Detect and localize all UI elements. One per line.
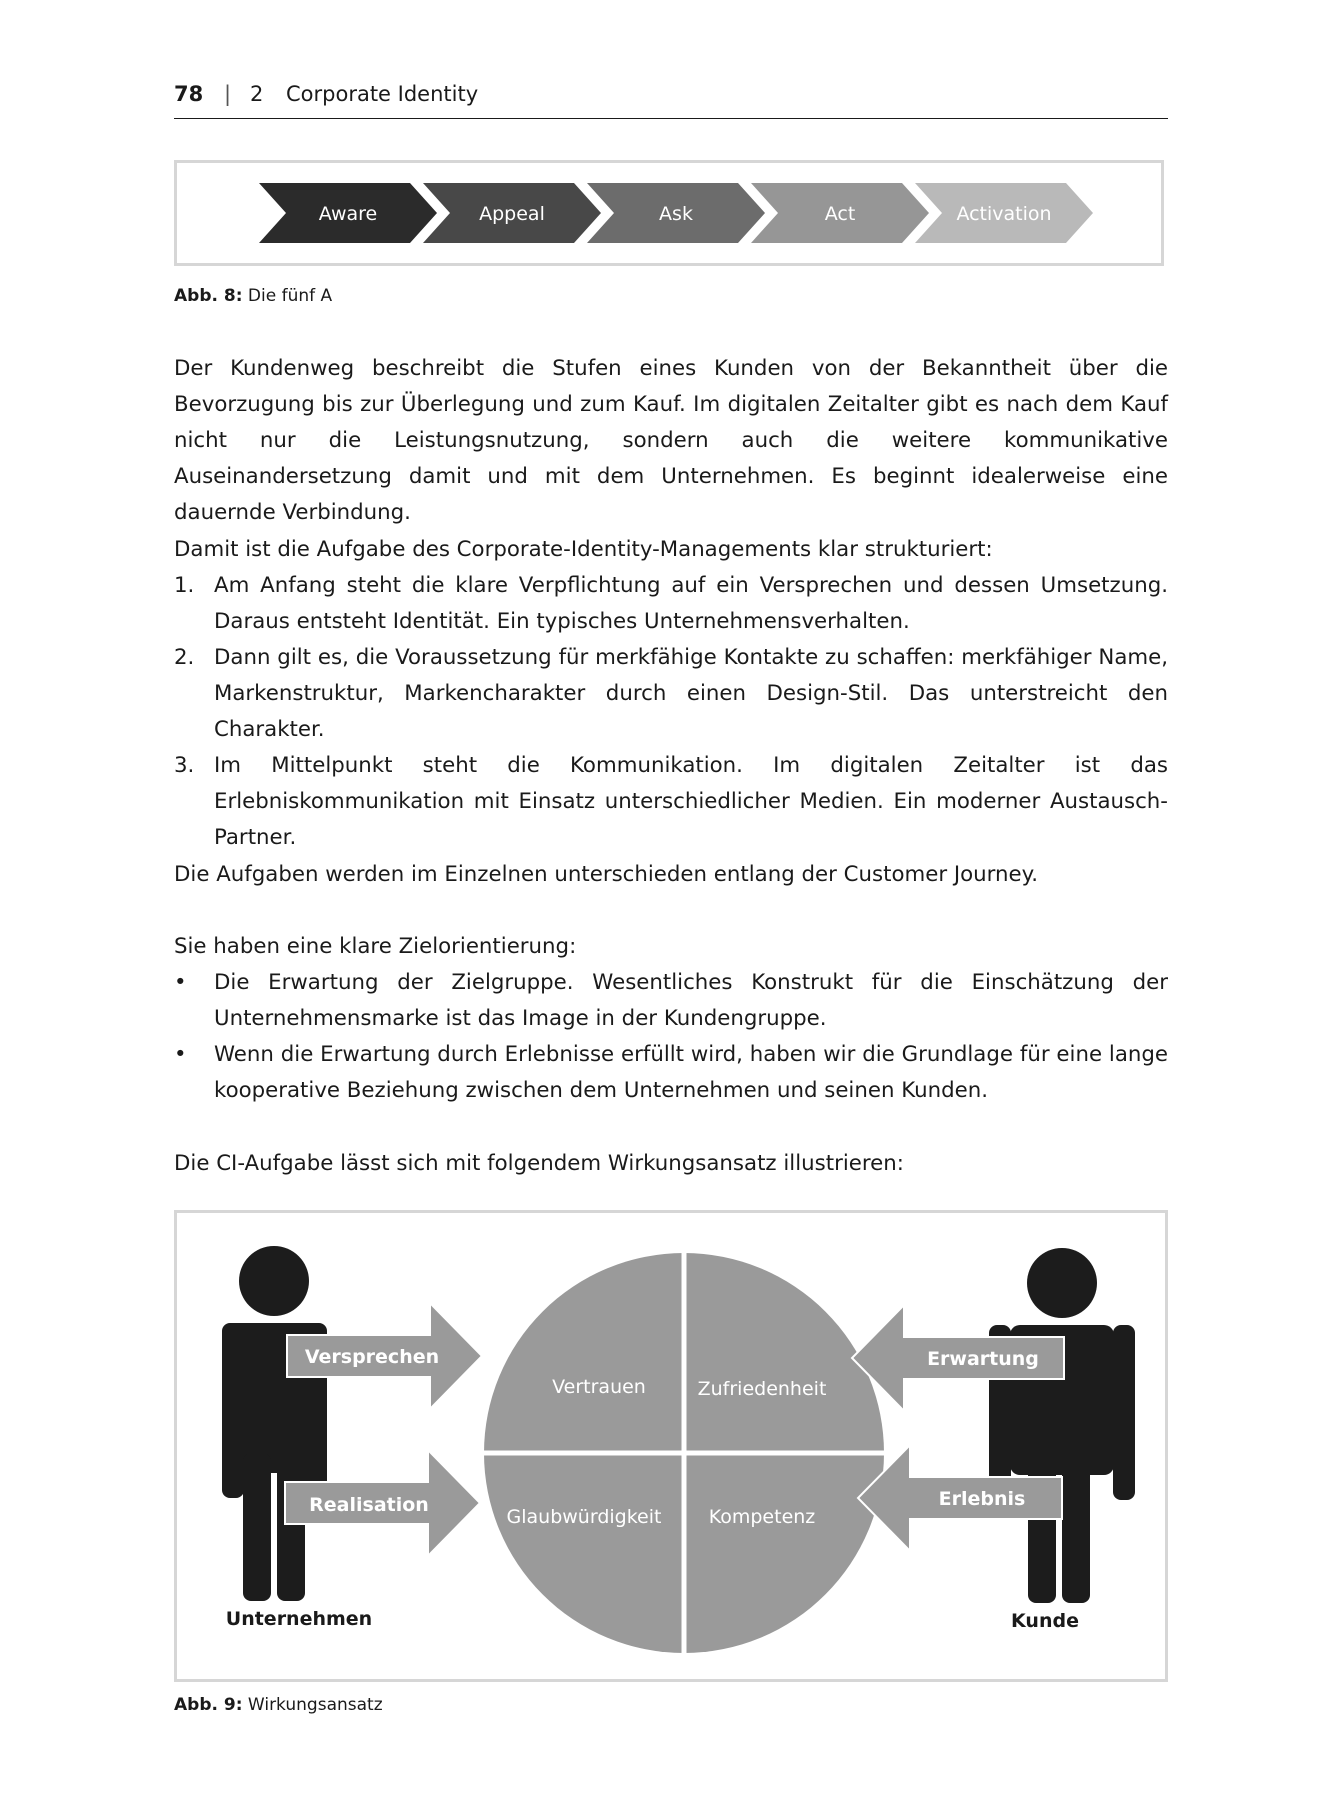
chevron-label: Appeal [479, 203, 545, 225]
quadrant-glaubwuerdigkeit: Glaubwürdigkeit [506, 1506, 662, 1528]
paragraph-ci-aufgabe [174, 1146, 1168, 1182]
bullet-list [174, 965, 1168, 1109]
page-number: 78 [174, 82, 204, 106]
figure-five-a [174, 160, 1164, 266]
list-marker: 3. [174, 753, 195, 778]
person-left-icon [222, 1246, 327, 1601]
arrow-label: Erlebnis [938, 1488, 1026, 1510]
value-circle [480, 1249, 888, 1657]
caption-label: Abb. 9: [174, 1695, 243, 1715]
chapter-title: Corporate Identity [286, 82, 479, 106]
caption-text: Die fünf A [247, 286, 333, 306]
quadrant-zufriedenheit: Zufriedenheit [697, 1378, 827, 1400]
chevron-ask [587, 183, 765, 243]
list-text: Im Mittelpunkt steht die Kommunikation. Im digitalen Zeitalter ist das Erlebniskommunikation mit Einsatz unterschiedlicher Medien. Ein moderner Austausch-Partner. [214, 753, 1168, 850]
chevron-label: Aware [318, 203, 378, 225]
paragraph-text: Der Kundenweg beschreibt die Stufen eines Kunden von der Bekanntheit über die Bevorzugung bis zur Überlegung und zum Kauf. Im digitalen Zeitalter gibt es nach dem Kauf nicht nur die Leistungsnutzung, sondern auch die weitere kommunikative Auseinandersetzung damit und mit dem Unternehmen. Es beginnt idealerweise eine dauernde Verbindung. [174, 356, 1168, 525]
task-section [174, 532, 1168, 856]
person-right-icon [989, 1248, 1135, 1603]
list-marker: 1. [174, 573, 195, 598]
numbered-list [174, 568, 1168, 856]
chapter-number: 2 [250, 82, 264, 106]
arrow-label: Erwartung [927, 1348, 1039, 1370]
label-kunde: Kunde [1011, 1610, 1079, 1632]
paragraph-text: Die Aufgaben werden im Einzelnen unterschieden entlang der Customer Journey. [174, 862, 1038, 887]
chevron-aware [259, 183, 437, 243]
quadrant-kompetenz: Kompetenz [708, 1506, 816, 1528]
list-text: Dann gilt es, die Voraussetzung für merkfähige Kontakte zu schaffen: merkfähiger Name, Markenstruktur, Markencharakter durch einen Design-Stil. Das unterstreicht den Charakter. [214, 645, 1168, 742]
list-marker: • [174, 1042, 187, 1067]
arrow-label: Realisation [309, 1494, 429, 1516]
chevron-process [177, 163, 1161, 263]
list-text: Die Erwartung der Zielgruppe. Wesentliches Konstrukt für die Einschätzung der Unternehmensmarke ist das Image in der Kundengruppe. [214, 970, 1168, 1031]
running-header [174, 78, 1168, 119]
chevron-label: Activation [956, 203, 1052, 225]
wirkungsansatz-diagram [177, 1213, 1165, 1679]
chevron-activation [915, 183, 1093, 243]
list-marker: • [174, 970, 187, 995]
list-marker: 2. [174, 645, 195, 670]
caption-text: Wirkungsansatz [247, 1695, 383, 1715]
arrow-label: Versprechen [304, 1346, 440, 1368]
caption-label: Abb. 8: [174, 286, 243, 306]
list-text: Wenn die Erwartung durch Erlebnisse erfüllt wird, haben wir die Grundlage für eine lange kooperative Beziehung zwischen dem Unternehmen und seinen Kunden. [214, 1042, 1168, 1103]
chevron-label: Ask [659, 203, 693, 225]
chevron-act [751, 183, 929, 243]
chevron-appeal [423, 183, 601, 243]
quadrant-vertrauen: Vertrauen [552, 1376, 646, 1398]
list-item [174, 748, 1168, 856]
label-unternehmen: Unternehmen [225, 1608, 373, 1630]
paragraph-text: Die CI-Aufgabe lässt sich mit folgendem Wirkungsansatz illustrieren: [174, 1151, 904, 1176]
chevron-label: Act [824, 203, 856, 225]
goal-section [174, 929, 1168, 1109]
figure-caption [174, 1695, 383, 1715]
list-item [174, 1037, 1168, 1109]
figure-caption [174, 286, 332, 306]
paragraph-customer-journey [174, 857, 1168, 893]
paragraph-text: Damit ist die Aufgabe des Corporate-Identity-Managements klar strukturiert: [174, 537, 993, 562]
paragraph-kundenweg [174, 351, 1168, 531]
paragraph-text: Sie haben eine klare Zielorientierung: [174, 934, 577, 959]
list-text: Am Anfang steht die klare Verpflichtung auf ein Versprechen und dessen Umsetzung. Daraus entsteht Identität. Ein typisches Unternehmensverhalten. [214, 573, 1168, 634]
list-item [174, 965, 1168, 1037]
list-item [174, 568, 1168, 640]
list-item [174, 640, 1168, 748]
figure-wirkungsansatz [174, 1210, 1168, 1682]
header-separator: | [224, 82, 232, 106]
